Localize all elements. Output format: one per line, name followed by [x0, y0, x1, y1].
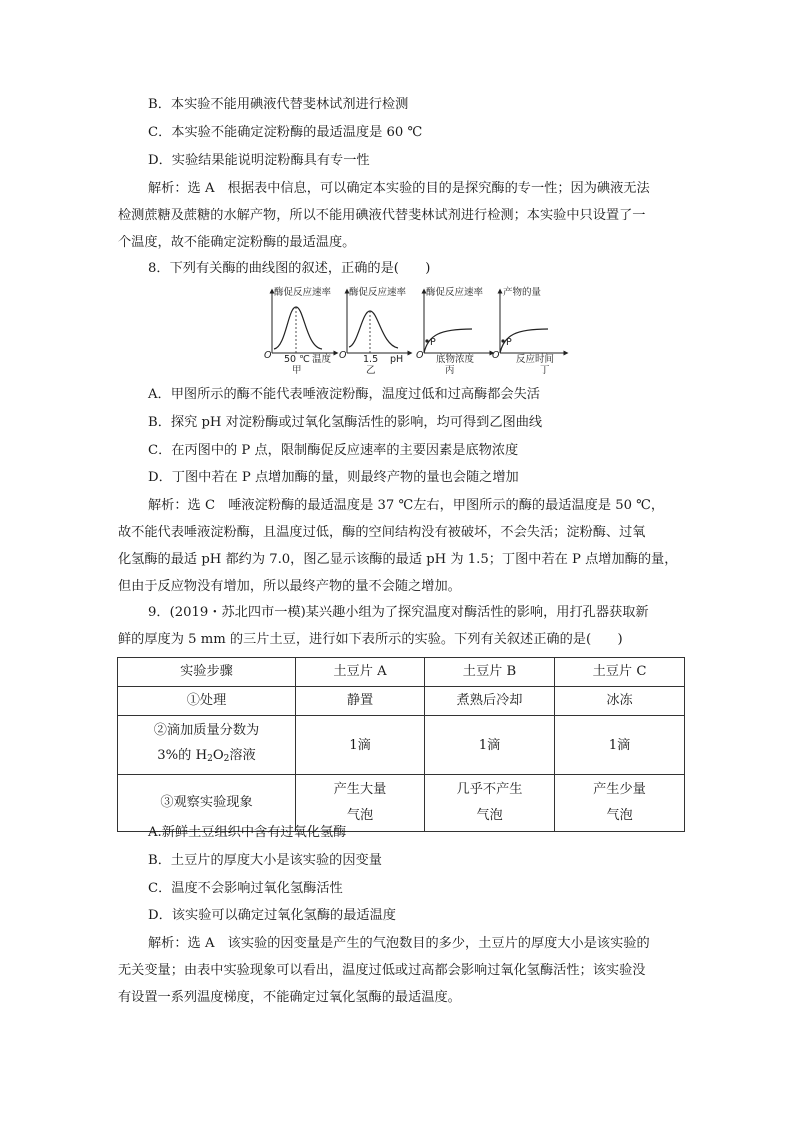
- table-header-cell: 土豆片 C: [555, 658, 685, 687]
- table-header-cell: 实验步骤: [118, 658, 296, 687]
- step-text-o: O: [212, 748, 224, 763]
- q9-option-b: B．土豆片的厚度大小是该实验的因变量: [148, 853, 382, 868]
- step-text-line-1: ②滴加质量分数为: [153, 723, 260, 738]
- q7-option-d: D．实验结果能说明淀粉酶具有专一性: [148, 153, 370, 168]
- graph-ding: [492, 286, 566, 375]
- graph-yi-tick: 1.5: [363, 354, 379, 365]
- q7-analysis-line-3: 个温度，故不能确定淀粉酶的最适温度。: [118, 235, 356, 250]
- graph-ding-origin: O: [492, 350, 500, 361]
- q9-analysis-line-1: 解析：选 A 该实验的因变量是产生的气泡数目的多少，土豆片的厚度大小是该实验的: [148, 936, 650, 951]
- step-text-solution: 溶液: [229, 748, 256, 763]
- q8-option-a: A．甲图所示的酶不能代表唾液淀粉酶，温度过低和过高酶都会失活: [148, 387, 540, 402]
- q9-analysis-line-2: 无关变量；由表中实验现象可以看出，温度过低或过高都会影响过氧化氢酶活性；该实验没: [118, 963, 646, 978]
- table-row: [118, 687, 685, 716]
- q7-analysis-line-2: 检测蔗糖及蔗糖的水解产物，所以不能用碘液代替斐林试剂进行检测；本实验中只设置了一: [118, 208, 646, 223]
- q9-analysis-line-3: 有设置一系列温度梯度，不能确定过氧化氢酶的最适温度。: [118, 990, 461, 1005]
- graph-jia-xlabel: 温度: [312, 354, 332, 365]
- graph-ding-point: P: [506, 337, 512, 348]
- table-cell: ①处理: [118, 687, 296, 716]
- graph-yi-origin: O: [339, 350, 347, 361]
- table-row: [118, 716, 685, 775]
- cell-line: 气泡: [346, 808, 374, 823]
- table-cell: 1滴: [555, 716, 685, 775]
- graph-ding-name: 丁: [540, 365, 550, 375]
- graph-ding-xlabel: 反应时间: [516, 354, 555, 365]
- graph-jia-name: 甲: [292, 365, 302, 375]
- graph-bing-origin: O: [416, 350, 424, 361]
- q9-stem-line-2: 鲜的厚度为 5 mm 的三片土豆，进行如下表所示的实验。下列有关叙述正确的是( ): [118, 632, 623, 647]
- table-cell: [555, 775, 685, 832]
- q7-option-b: B．本实验不能用碘液代替斐林试剂进行检测: [148, 97, 409, 112]
- graph-jia-origin: O: [264, 350, 272, 361]
- q8-option-b: B．探究 pH 对淀粉酶或过氧化氢酶活性的影响，均可得到乙图曲线: [148, 415, 543, 430]
- graph-bing-point: P: [430, 337, 436, 348]
- table-cell: [425, 775, 555, 832]
- graph-yi-ylabel: 酶促反应速率: [349, 287, 407, 298]
- table-cell: 煮熟后冷却: [425, 687, 555, 716]
- graph-jia-tick: 50 ℃: [284, 354, 310, 365]
- graph-yi-name: 乙: [366, 365, 376, 375]
- table-cell: 冰冻: [555, 687, 685, 716]
- q9-option-a: A.新鲜土豆组织中含有过氧化氢酶: [148, 825, 347, 840]
- q8-enzyme-curve-graphs: [260, 283, 570, 375]
- graph-bing-ylabel: 酶促反应速率: [426, 287, 484, 298]
- q8-option-c: C．在丙图中的 P 点，限制酶促反应速率的主要因素是底物浓度: [148, 443, 519, 458]
- graph-bing-xlabel: 底物浓度: [436, 354, 475, 365]
- q9-stem-line-1: 9．(2019・苏北四市一模)某兴趣小组为了探究温度对酶活性的影响，用打孔器获取新: [148, 605, 649, 620]
- graph-bing: [416, 286, 492, 375]
- cell-line: 几乎不产生: [456, 782, 523, 797]
- cell-line: 气泡: [606, 808, 633, 823]
- q8-analysis-line-4: 但由于反应物没有增加，所以最终产物的量不会随之增加。: [118, 579, 461, 594]
- table-header-cell: 土豆片 B: [425, 658, 555, 687]
- graph-bing-name: 丙: [445, 365, 455, 375]
- graph-yi: [339, 286, 410, 375]
- cell-line: 气泡: [476, 808, 503, 823]
- step-text-h: 3%的 H: [157, 748, 208, 763]
- table-header-cell: 土豆片 A: [296, 658, 425, 687]
- q7-option-c: C．本实验不能确定淀粉酶的最适温度是 60 ℃: [148, 125, 423, 140]
- q8-option-d: D．丁图中若在 P 点增加酶的量，则最终产物的量也会随之增加: [148, 470, 519, 485]
- q9-option-d: D．该实验可以确定过氧化氢酶的最适温度: [148, 908, 396, 923]
- graph-jia-ylabel: 酶促反应速率: [274, 287, 332, 298]
- graph-yi-xlabel: pH: [390, 354, 404, 365]
- q8-stem: 8．下列有关酶的曲线图的叙述，正确的是( ): [148, 261, 431, 276]
- table-header-row: [118, 658, 685, 687]
- cell-line: 产生少量: [593, 782, 646, 797]
- table-cell: ③观察实验现象: [118, 775, 296, 832]
- cell-line: 产生大量: [333, 782, 387, 797]
- q9-option-c: C．温度不会影响过氧化氢酶活性: [148, 881, 343, 896]
- q8-analysis-line-3: 化氢酶的最适 pH 都约为 7.0，图乙显示该酶的最适 pH 为 1.5；丁图中若在 P 点增加酶的量，: [118, 552, 678, 567]
- step-sub-1: 2: [207, 754, 213, 764]
- q8-analysis-line-2: 故不能代表唾液淀粉酶，且温度过低，酶的空间结构没有被破坏，不会失活；淀粉酶、过氧: [118, 525, 646, 540]
- experiment-table: [117, 657, 685, 832]
- table-cell: 静置: [296, 687, 425, 716]
- q7-analysis-line-1: 解析：选 A 根据表中信息，可以确定本实验的目的是探究酶的专一性；因为碘液无法: [148, 181, 650, 196]
- table-cell: 1滴: [296, 716, 425, 775]
- graph-ding-ylabel: 产物的量: [503, 287, 542, 298]
- table-cell: 1滴: [425, 716, 555, 775]
- q8-analysis-line-1: 解析：选 C 唾液淀粉酶的最适温度是 37 ℃左右，甲图所示的酶的最适温度是 50 ℃，: [148, 498, 665, 513]
- graph-jia: [264, 286, 336, 375]
- step-sub-2: 2: [223, 754, 230, 764]
- table-cell-step: [118, 716, 296, 775]
